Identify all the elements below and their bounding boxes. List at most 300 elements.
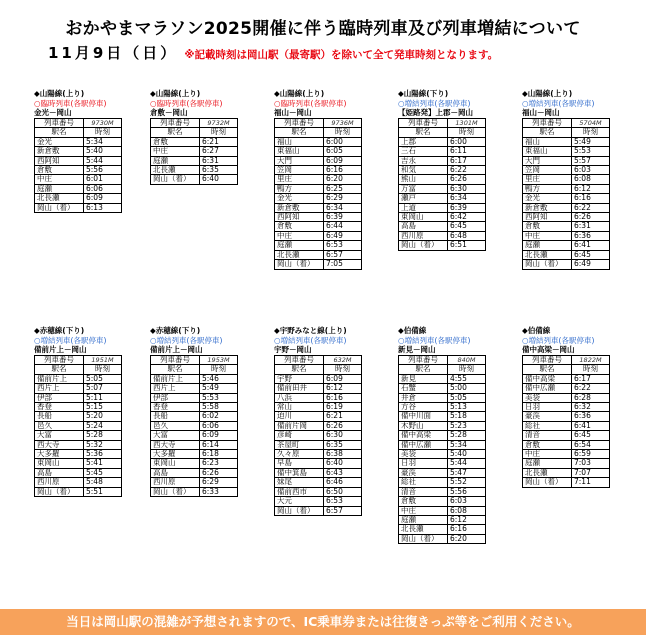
station-name: 金光 bbox=[35, 137, 84, 146]
departure-time: 6:03 bbox=[448, 497, 486, 506]
departure-time: 6:35 bbox=[200, 166, 238, 175]
station-name: 高島 bbox=[151, 468, 200, 477]
table-row bbox=[523, 478, 610, 487]
departure-time: 6:09 bbox=[324, 374, 362, 383]
table-row bbox=[151, 147, 238, 156]
table-row bbox=[151, 459, 238, 468]
departure-time: 5:41 bbox=[84, 459, 122, 468]
station-name: 庭瀬 bbox=[35, 184, 84, 193]
time-column-header: 時刻 bbox=[448, 365, 486, 374]
station-name: 清音 bbox=[399, 487, 448, 496]
station-name: 庭瀬 bbox=[523, 459, 572, 468]
train-number-label: 列車番号 bbox=[151, 119, 200, 128]
station-name: 金光 bbox=[275, 194, 324, 203]
departure-time: 5:44 bbox=[448, 459, 486, 468]
table-row bbox=[35, 175, 122, 184]
departure-time: 6:22 bbox=[448, 166, 486, 175]
departure-time: 6:20 bbox=[324, 175, 362, 184]
station-name: 上道 bbox=[399, 203, 448, 212]
departure-time: 5:49 bbox=[572, 137, 610, 146]
route-section: 【姫路発】上郡－岡山 bbox=[398, 108, 473, 117]
table-row bbox=[399, 241, 486, 250]
departure-time: 5:53 bbox=[200, 393, 238, 402]
table-row bbox=[151, 412, 238, 421]
departure-time: 6:16 bbox=[324, 166, 362, 175]
column-header-row bbox=[35, 128, 122, 137]
station-name: 岡山（着） bbox=[151, 487, 200, 496]
time-column-header: 時刻 bbox=[324, 128, 362, 137]
timetable-block bbox=[398, 326, 486, 544]
station-name: 北長瀬 bbox=[35, 194, 84, 203]
timetable-block bbox=[522, 89, 610, 270]
departure-time: 5:00 bbox=[448, 384, 486, 393]
departure-time: 6:45 bbox=[572, 431, 610, 440]
table-row bbox=[399, 478, 486, 487]
station-name: 大元 bbox=[275, 497, 324, 506]
train-number: 5704M bbox=[572, 119, 610, 128]
table-row bbox=[275, 497, 362, 506]
station-name: 備中川面 bbox=[399, 412, 448, 421]
departure-time: 6:09 bbox=[200, 431, 238, 440]
departure-time: 6:01 bbox=[84, 175, 122, 184]
departure-time: 6:38 bbox=[324, 450, 362, 459]
station-name: 香登 bbox=[151, 403, 200, 412]
table-row bbox=[275, 222, 362, 231]
departure-time: 6:21 bbox=[324, 412, 362, 421]
station-name: 大富 bbox=[35, 431, 84, 440]
departure-time: 5:11 bbox=[84, 393, 122, 402]
departure-time: 6:29 bbox=[324, 194, 362, 203]
station-name: 大多羅 bbox=[151, 450, 200, 459]
departure-time: 5:44 bbox=[84, 156, 122, 165]
table-row bbox=[523, 412, 610, 421]
table-row bbox=[35, 487, 122, 496]
station-name: 伊部 bbox=[151, 393, 200, 402]
departure-time: 6:22 bbox=[572, 203, 610, 212]
time-column-header: 時刻 bbox=[448, 128, 486, 137]
station-name: 日羽 bbox=[399, 459, 448, 468]
departure-time: 5:53 bbox=[572, 147, 610, 156]
departure-time: 5:34 bbox=[448, 440, 486, 449]
station-column-header: 駅名 bbox=[399, 128, 448, 137]
station-name: 東福山 bbox=[523, 147, 572, 156]
route-section: 福山－岡山 bbox=[522, 108, 560, 117]
route-section: 備中高梁－岡山 bbox=[522, 345, 575, 354]
station-name: 伊部 bbox=[35, 393, 84, 402]
station-name: 中庄 bbox=[151, 147, 200, 156]
departure-time: 6:06 bbox=[84, 184, 122, 193]
station-name: 備前片岡 bbox=[275, 421, 324, 430]
departure-time: 5:34 bbox=[84, 137, 122, 146]
column-header-row bbox=[35, 365, 122, 374]
departure-time: 5:23 bbox=[448, 421, 486, 430]
table-row bbox=[399, 412, 486, 421]
column-header-row bbox=[523, 365, 610, 374]
table-row bbox=[399, 175, 486, 184]
station-name: 鴨方 bbox=[275, 184, 324, 193]
departure-time: 6:51 bbox=[448, 241, 486, 250]
table-row bbox=[275, 412, 362, 421]
timetable-block bbox=[274, 89, 362, 270]
station-name: 備前西市 bbox=[275, 487, 324, 496]
table-row bbox=[399, 431, 486, 440]
station-name: 八浜 bbox=[275, 393, 324, 402]
station-name: 金光 bbox=[523, 194, 572, 203]
table-row bbox=[523, 260, 610, 269]
station-name: 上郡 bbox=[399, 137, 448, 146]
station-name: 茶屋町 bbox=[275, 440, 324, 449]
departure-time: 6:46 bbox=[324, 478, 362, 487]
station-name: 倉敷 bbox=[399, 497, 448, 506]
departure-time: 6:17 bbox=[572, 374, 610, 383]
train-number-label: 列車番号 bbox=[275, 356, 324, 365]
time-column-header: 時刻 bbox=[84, 365, 122, 374]
timetable-block bbox=[274, 326, 362, 516]
column-header-row bbox=[399, 128, 486, 137]
train-number-label: 列車番号 bbox=[399, 356, 448, 365]
departure-time: 5:13 bbox=[448, 403, 486, 412]
timetable bbox=[150, 355, 238, 497]
timetable bbox=[34, 118, 122, 213]
station-name: 東福山 bbox=[275, 147, 324, 156]
station-name: 岡山（着） bbox=[399, 534, 448, 543]
table-row bbox=[399, 459, 486, 468]
departure-time: 6:16 bbox=[448, 525, 486, 534]
station-name: 中庄 bbox=[275, 231, 324, 240]
footer-notice: 当日は岡山駅の混雑が予想されますので、IC乗車券または往復きっぷ等をご利用ください。 bbox=[0, 609, 646, 635]
train-number: 9730M bbox=[84, 119, 122, 128]
table-row bbox=[275, 478, 362, 487]
train-kind: ○増結列車(各駅停車) bbox=[150, 336, 223, 345]
time-column-header: 時刻 bbox=[572, 128, 610, 137]
departure-time: 6:53 bbox=[324, 497, 362, 506]
column-header-row bbox=[151, 365, 238, 374]
departure-time: 6:16 bbox=[324, 393, 362, 402]
departure-time: 4:55 bbox=[448, 374, 486, 383]
station-name: 中庄 bbox=[523, 231, 572, 240]
station-name: 清音 bbox=[523, 431, 572, 440]
station-name: 福山 bbox=[523, 137, 572, 146]
station-name: 備中高梁 bbox=[523, 374, 572, 383]
table-row bbox=[151, 478, 238, 487]
station-name: 岡山（着） bbox=[35, 487, 84, 496]
station-name: 瀬戸 bbox=[399, 194, 448, 203]
station-column-header: 駅名 bbox=[35, 128, 84, 137]
departure-time: 6:02 bbox=[200, 412, 238, 421]
station-name: 備中高梁 bbox=[399, 431, 448, 440]
station-name: 井倉 bbox=[399, 393, 448, 402]
station-column-header: 駅名 bbox=[523, 128, 572, 137]
departure-time: 5:45 bbox=[84, 468, 122, 477]
line-name: ◆山陽線(上り) bbox=[150, 89, 201, 98]
station-name: 倉敷 bbox=[151, 137, 200, 146]
departure-time: 6:27 bbox=[200, 147, 238, 156]
departure-time: 6:42 bbox=[448, 213, 486, 222]
station-name: 中庄 bbox=[523, 450, 572, 459]
departure-time: 5:56 bbox=[448, 487, 486, 496]
station-name: 西川原 bbox=[151, 478, 200, 487]
departure-time: 6:36 bbox=[572, 412, 610, 421]
departure-time: 5:51 bbox=[84, 487, 122, 496]
table-row bbox=[35, 478, 122, 487]
table-row bbox=[35, 384, 122, 393]
table-row bbox=[151, 175, 238, 184]
station-name: 総社 bbox=[399, 478, 448, 487]
departure-time: 7:05 bbox=[324, 260, 362, 269]
table-row bbox=[399, 534, 486, 543]
station-name: 大門 bbox=[275, 156, 324, 165]
departure-time: 6:12 bbox=[324, 384, 362, 393]
station-name: 岡山（着） bbox=[523, 260, 572, 269]
page-title: おかやまマラソン2025開催に伴う臨時列車及び列車増結について bbox=[65, 19, 581, 39]
station-name: 倉敷 bbox=[523, 222, 572, 231]
departure-time: 6:41 bbox=[572, 421, 610, 430]
station-column-header: 駅名 bbox=[151, 128, 200, 137]
station-name: 備前田井 bbox=[275, 384, 324, 393]
departure-time: 6:12 bbox=[448, 515, 486, 524]
table-row bbox=[523, 222, 610, 231]
route-section: 備前片上－岡山 bbox=[150, 345, 203, 354]
departure-time: 6:36 bbox=[572, 231, 610, 240]
station-name: 庭瀬 bbox=[151, 156, 200, 165]
table-row bbox=[523, 241, 610, 250]
station-name: 新倉敷 bbox=[275, 203, 324, 212]
train-number-label: 列車番号 bbox=[399, 119, 448, 128]
time-column-header: 時刻 bbox=[324, 365, 362, 374]
table-row bbox=[151, 487, 238, 496]
station-name: 備中箕島 bbox=[275, 468, 324, 477]
station-name: 東岡山 bbox=[35, 459, 84, 468]
station-name: 大門 bbox=[523, 156, 572, 165]
timetable-block bbox=[150, 89, 238, 185]
departure-time: 6:26 bbox=[324, 421, 362, 430]
table-row bbox=[35, 203, 122, 212]
line-name: ◆宇野みなと線(上り) bbox=[274, 326, 347, 335]
departure-time: 6:39 bbox=[324, 213, 362, 222]
departure-time: 6:57 bbox=[324, 506, 362, 515]
departure-time: 6:21 bbox=[200, 137, 238, 146]
station-column-header: 駅名 bbox=[399, 365, 448, 374]
line-name: ◆伯備線 bbox=[398, 326, 427, 335]
departure-time: 5:47 bbox=[448, 468, 486, 477]
train-number: 1822M bbox=[572, 356, 610, 365]
timetable bbox=[274, 118, 362, 270]
table-row bbox=[399, 222, 486, 231]
departure-time: 6:33 bbox=[200, 487, 238, 496]
departure-time: 5:40 bbox=[448, 450, 486, 459]
station-name: 西川原 bbox=[35, 478, 84, 487]
column-header-row bbox=[275, 128, 362, 137]
departure-time: 5:28 bbox=[448, 431, 486, 440]
table-row bbox=[523, 384, 610, 393]
station-name: 西大寺 bbox=[35, 440, 84, 449]
column-header-row bbox=[399, 365, 486, 374]
departure-time: 6:34 bbox=[448, 194, 486, 203]
timetable bbox=[398, 118, 486, 251]
departure-time: 6:50 bbox=[324, 487, 362, 496]
train-number-label: 列車番号 bbox=[523, 356, 572, 365]
timetable bbox=[522, 118, 610, 270]
departure-time: 6:00 bbox=[324, 137, 362, 146]
table-row bbox=[275, 431, 362, 440]
departure-time: 5:24 bbox=[84, 421, 122, 430]
station-name: 中庄 bbox=[35, 175, 84, 184]
station-name: 三石 bbox=[399, 147, 448, 156]
route-section: 金光－岡山 bbox=[34, 108, 72, 117]
station-name: 迫川 bbox=[275, 412, 324, 421]
station-name: 西大寺 bbox=[151, 440, 200, 449]
departure-time: 6:08 bbox=[572, 175, 610, 184]
departure-time: 6:26 bbox=[448, 175, 486, 184]
departure-time: 6:06 bbox=[200, 421, 238, 430]
station-name: 庭瀬 bbox=[523, 241, 572, 250]
station-name: 美袋 bbox=[523, 393, 572, 402]
station-name: 庭瀬 bbox=[275, 241, 324, 250]
station-name: 豪渓 bbox=[523, 412, 572, 421]
departure-time: 6:13 bbox=[84, 203, 122, 212]
departure-time: 6:22 bbox=[572, 384, 610, 393]
departure-time: 6:48 bbox=[448, 231, 486, 240]
departure-time: 5:05 bbox=[448, 393, 486, 402]
station-name: 大多羅 bbox=[35, 450, 84, 459]
station-name: 熊山 bbox=[399, 175, 448, 184]
table-row bbox=[275, 175, 362, 184]
station-name: 西片上 bbox=[35, 384, 84, 393]
table-row bbox=[35, 194, 122, 203]
station-name: 里庄 bbox=[523, 175, 572, 184]
station-name: 豪渓 bbox=[399, 468, 448, 477]
station-name: 西阿知 bbox=[275, 213, 324, 222]
departure-time: 6:30 bbox=[448, 184, 486, 193]
station-name: 久々原 bbox=[275, 450, 324, 459]
departure-time: 6:43 bbox=[324, 468, 362, 477]
train-number: 9736M bbox=[324, 119, 362, 128]
station-name: 岡山（着） bbox=[35, 203, 84, 212]
station-name: 長船 bbox=[151, 412, 200, 421]
line-name: ◆山陽線(下り) bbox=[398, 89, 449, 98]
column-header-row bbox=[151, 128, 238, 137]
departure-time: 6:57 bbox=[324, 250, 362, 259]
departure-time: 7:11 bbox=[572, 478, 610, 487]
departure-time: 6:35 bbox=[324, 440, 362, 449]
train-kind: ○増結列車(各駅停車) bbox=[398, 99, 471, 108]
station-name: 彦崎 bbox=[275, 431, 324, 440]
departure-time: 6:32 bbox=[572, 403, 610, 412]
station-name: 新倉敷 bbox=[35, 147, 84, 156]
station-name: 美袋 bbox=[399, 450, 448, 459]
departure-time: 6:49 bbox=[324, 231, 362, 240]
table-row bbox=[275, 147, 362, 156]
station-column-header: 駅名 bbox=[523, 365, 572, 374]
departure-time: 6:25 bbox=[324, 184, 362, 193]
departure-time: 5:20 bbox=[84, 412, 122, 421]
train-kind: ○臨時列車(各駅停車) bbox=[150, 99, 223, 108]
departure-time: 7:03 bbox=[572, 459, 610, 468]
departure-time: 6:14 bbox=[200, 440, 238, 449]
station-name: 万富 bbox=[399, 184, 448, 193]
table-row bbox=[151, 384, 238, 393]
station-column-header: 駅名 bbox=[151, 365, 200, 374]
table-row bbox=[275, 194, 362, 203]
train-number: 632M bbox=[324, 356, 362, 365]
departure-time: 5:07 bbox=[84, 384, 122, 393]
table-row bbox=[151, 431, 238, 440]
route-section: 福山－岡山 bbox=[274, 108, 312, 117]
station-name: 邑久 bbox=[151, 421, 200, 430]
train-kind: ○臨時列車(各駅停車) bbox=[34, 99, 107, 108]
train-kind: ○増結列車(各駅停車) bbox=[398, 336, 471, 345]
station-name: 石蟹 bbox=[399, 384, 448, 393]
time-column-header: 時刻 bbox=[84, 128, 122, 137]
departure-time: 6:00 bbox=[448, 137, 486, 146]
station-name: 北長瀬 bbox=[399, 525, 448, 534]
departure-time: 6:34 bbox=[324, 203, 362, 212]
departure-time: 6:16 bbox=[572, 194, 610, 203]
line-name: ◆山陽線(上り) bbox=[522, 89, 573, 98]
departure-time: 6:41 bbox=[572, 241, 610, 250]
station-column-header: 駅名 bbox=[35, 365, 84, 374]
station-name: 総社 bbox=[523, 421, 572, 430]
departure-time: 6:29 bbox=[200, 478, 238, 487]
station-name: 新見 bbox=[399, 374, 448, 383]
line-name: ◆赤穂線(下り) bbox=[34, 326, 85, 335]
timetable-block bbox=[34, 89, 122, 213]
departure-time: 6:26 bbox=[200, 468, 238, 477]
station-name: 西片上 bbox=[151, 384, 200, 393]
station-name: 常山 bbox=[275, 403, 324, 412]
table-row bbox=[399, 194, 486, 203]
departure-time: 5:58 bbox=[200, 403, 238, 412]
departure-time: 5:52 bbox=[448, 478, 486, 487]
timetable bbox=[34, 355, 122, 497]
timetable bbox=[274, 355, 362, 516]
route-section: 宇野－岡山 bbox=[274, 345, 312, 354]
station-name: 岡山（着） bbox=[399, 241, 448, 250]
station-name: 新倉敷 bbox=[523, 203, 572, 212]
timetable bbox=[522, 355, 610, 488]
station-name: 早島 bbox=[275, 459, 324, 468]
departure-time: 6:08 bbox=[448, 506, 486, 515]
departure-time: 6:53 bbox=[324, 241, 362, 250]
station-name: 長船 bbox=[35, 412, 84, 421]
station-name: 倉敷 bbox=[275, 222, 324, 231]
column-header-row bbox=[523, 128, 610, 137]
train-number: 9732M bbox=[200, 119, 238, 128]
table-row bbox=[399, 525, 486, 534]
departure-time: 5:48 bbox=[84, 478, 122, 487]
station-name: 高島 bbox=[399, 222, 448, 231]
departure-time: 5:28 bbox=[84, 431, 122, 440]
station-name: 邑久 bbox=[35, 421, 84, 430]
station-name: 東岡山 bbox=[399, 213, 448, 222]
table-row bbox=[35, 147, 122, 156]
departure-time: 6:31 bbox=[200, 156, 238, 165]
departure-time: 6:20 bbox=[448, 534, 486, 543]
timetable bbox=[398, 355, 486, 544]
station-name: 西川原 bbox=[399, 231, 448, 240]
station-name: 木野山 bbox=[399, 421, 448, 430]
time-note: ※記載時刻は岡山駅（最寄駅）を除いて全て発車時刻となります。 bbox=[184, 49, 499, 61]
station-name: 宇野 bbox=[275, 374, 324, 383]
departure-time: 5:46 bbox=[200, 374, 238, 383]
station-name: 北長瀬 bbox=[523, 250, 572, 259]
train-number: 1951M bbox=[84, 356, 122, 365]
table-row bbox=[35, 412, 122, 421]
departure-time: 6:26 bbox=[572, 213, 610, 222]
station-name: 笠岡 bbox=[275, 166, 324, 175]
departure-time: 6:11 bbox=[448, 147, 486, 156]
time-column-header: 時刻 bbox=[200, 365, 238, 374]
